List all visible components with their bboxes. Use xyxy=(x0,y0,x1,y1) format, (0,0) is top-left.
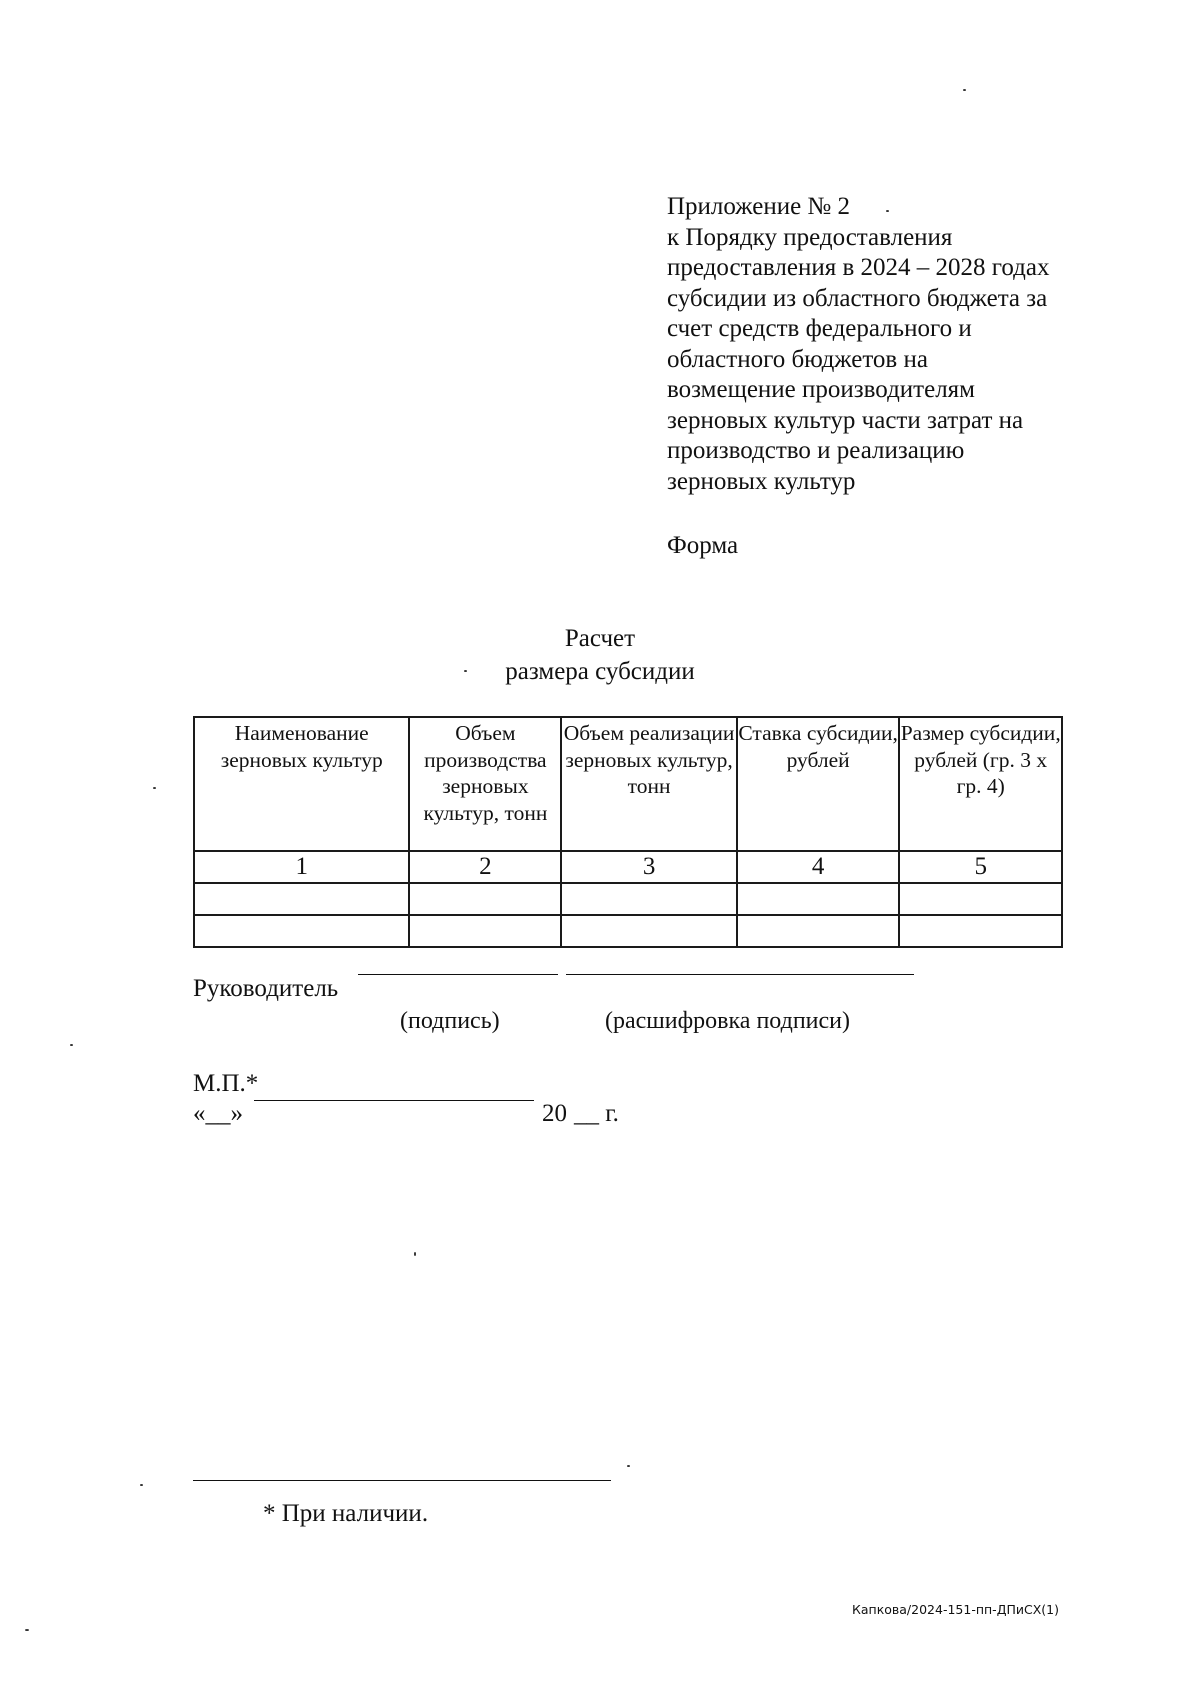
signature-line[interactable] xyxy=(358,974,558,975)
column-header-subsidy-rate: Ставка субсидии, рублей xyxy=(737,717,900,851)
column-header-production-volume: Объем производства зерновых культур, тонн xyxy=(409,717,561,851)
column-number: 2 xyxy=(409,851,561,883)
empty-cell[interactable] xyxy=(194,883,409,915)
column-header-crop-name: Наименование зерновых культур xyxy=(194,717,409,851)
table-row xyxy=(194,883,1062,915)
document-subtitle: размера субсидии xyxy=(505,658,695,685)
scan-speck xyxy=(464,670,467,672)
signature-caption: (подпись) xyxy=(400,1008,500,1034)
column-number: 5 xyxy=(899,851,1062,883)
column-number: 1 xyxy=(194,851,409,883)
empty-cell[interactable] xyxy=(561,915,737,947)
empty-cell[interactable] xyxy=(899,883,1062,915)
table-row xyxy=(194,915,1062,947)
scan-speck xyxy=(25,1629,29,1631)
column-number-row xyxy=(194,851,1062,883)
appendix-line: областного бюджетов на xyxy=(667,345,928,373)
empty-cell[interactable] xyxy=(409,883,561,915)
empty-cell[interactable] xyxy=(737,915,900,947)
empty-cell[interactable] xyxy=(194,915,409,947)
scan-speck xyxy=(140,1484,143,1486)
appendix-line: предоставления в 2024 – 2028 годах xyxy=(667,254,1050,281)
column-header-sales-volume: Объем реализации зерновых культур, тонн xyxy=(561,717,737,851)
head-label: Руководитель xyxy=(193,975,339,1002)
document-id: Капкова/2024-151-пп-ДПиСХ(1) xyxy=(852,1602,1059,1617)
appendix-line: счет средств федерального и xyxy=(667,315,972,342)
scan-speck xyxy=(963,89,966,91)
date-year-suffix: __ г. xyxy=(574,1100,619,1127)
scan-speck xyxy=(153,787,156,789)
empty-cell[interactable] xyxy=(561,883,737,915)
empty-cell[interactable] xyxy=(737,883,900,915)
column-number: 3 xyxy=(561,851,737,883)
document-title: Расчет xyxy=(564,625,636,652)
subsidy-calculation-table xyxy=(193,716,1063,948)
signature-decode-caption: (расшифровка подписи) xyxy=(605,1008,850,1034)
empty-cell[interactable] xyxy=(899,915,1062,947)
date-day: «__» xyxy=(193,1100,243,1127)
form-label: Форма xyxy=(667,532,739,559)
scan-speck xyxy=(886,210,889,212)
column-header-subsidy-amount: Размер субсидии, рублей (гр. 3 х гр. 4) xyxy=(899,717,1062,851)
appendix-line: производство и реализацию xyxy=(667,437,965,464)
appendix-heading xyxy=(667,192,1107,497)
scan-speck xyxy=(414,1252,416,1256)
signature-decode-line[interactable] xyxy=(566,974,914,975)
footnote: * При наличии. xyxy=(263,1500,429,1527)
table-header-row xyxy=(194,717,1062,851)
stamp-label: М.П.* xyxy=(193,1070,259,1097)
scan-speck xyxy=(70,1044,73,1046)
appendix-line: возмещение производителям xyxy=(667,376,975,403)
appendix-line: к Порядку предоставления xyxy=(667,223,953,251)
appendix-line: зерновых культур части затрат на xyxy=(667,406,1024,434)
scan-speck xyxy=(627,1465,630,1467)
date-year-prefix: 20 xyxy=(542,1100,567,1127)
appendix-line: субсидии из областного бюджета за xyxy=(667,284,1048,312)
empty-cell[interactable] xyxy=(409,915,561,947)
column-number: 4 xyxy=(737,851,900,883)
footnote-divider xyxy=(193,1480,611,1481)
date-month-line[interactable] xyxy=(254,1100,534,1101)
appendix-line: зерновых культур xyxy=(667,467,856,495)
appendix-line: Приложение № 2 xyxy=(667,193,851,220)
